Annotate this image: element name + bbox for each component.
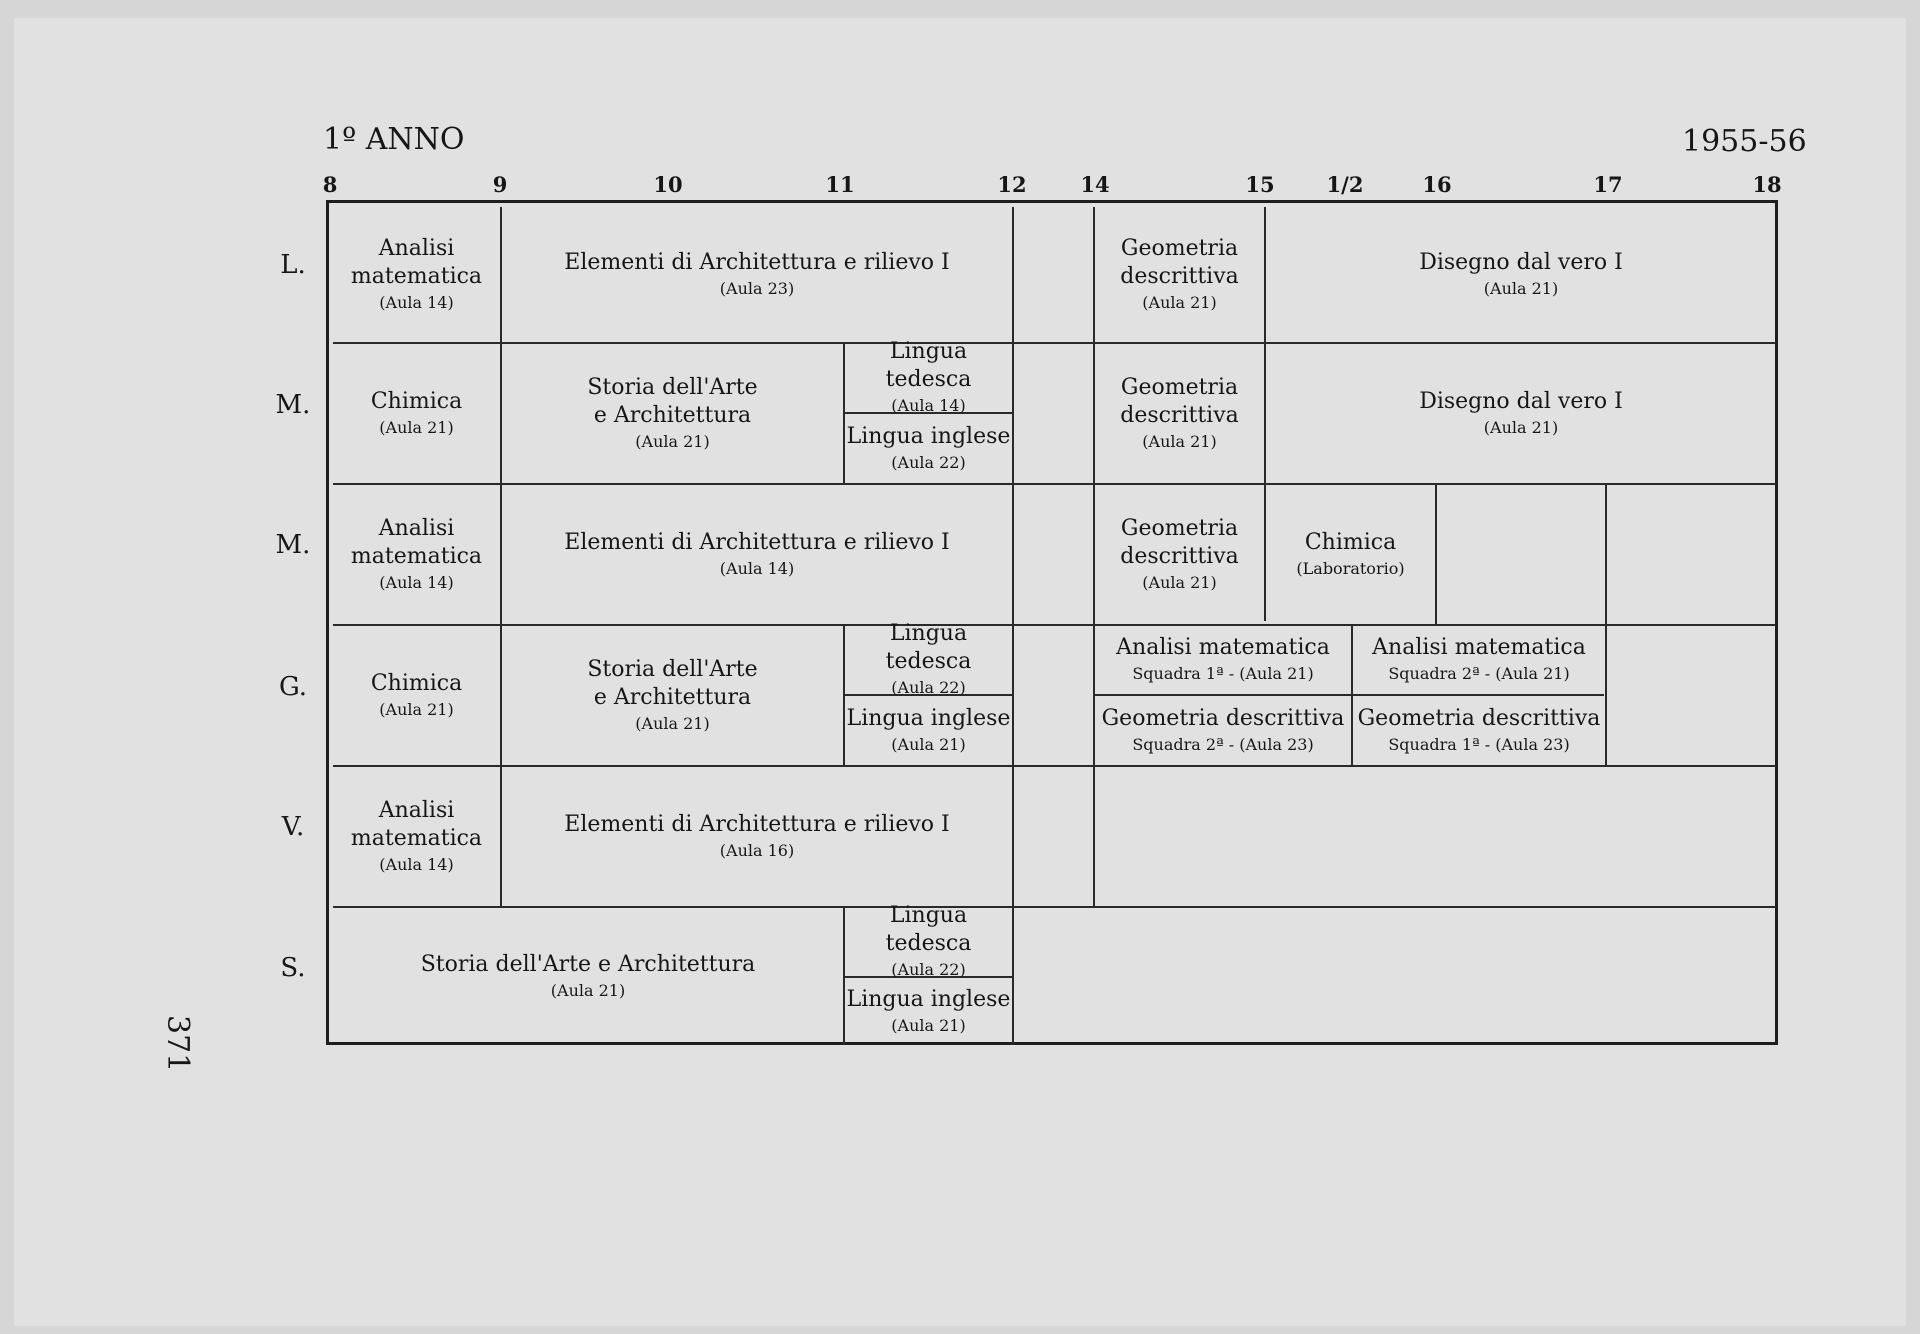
hour-label: 18 <box>1752 172 1782 197</box>
cell-gio-analisi-2 <box>1353 626 1605 694</box>
course-title: Analisi <box>378 515 455 541</box>
col-divider <box>1435 485 1437 625</box>
course-title: descrittiva <box>1120 263 1239 289</box>
course-title: Elementi di Architettura e rilievo I <box>564 249 950 275</box>
hour-label: 17 <box>1593 172 1623 197</box>
room-label: (Laboratorio) <box>1296 558 1405 578</box>
room-label: Squadra 1ª - (Aula 23) <box>1388 734 1570 754</box>
course-title: descrittiva <box>1120 543 1239 569</box>
cell-gio-geometria-2 <box>1353 696 1605 765</box>
cell-lun-elementi <box>502 207 1012 342</box>
cell-gio-chimica <box>333 626 500 765</box>
room-label: (Aula 21) <box>891 1015 966 1035</box>
room-label: Squadra 2ª - (Aula 23) <box>1132 734 1314 754</box>
course-title: matematica <box>350 543 483 569</box>
room-label: (Aula 21) <box>1142 572 1217 592</box>
day-label: M. <box>275 530 311 560</box>
cell-mar-geometria <box>1095 344 1264 483</box>
hour-label: 14 <box>1080 172 1110 197</box>
cell-mar-storia <box>502 344 843 483</box>
col-divider <box>1605 485 1607 765</box>
course-title: Lingua tedesca <box>885 621 972 674</box>
course-title: Storia dell'Arte e Architettura <box>420 951 756 977</box>
cell-sab-inglese <box>845 978 1012 1045</box>
course-title: matematica <box>350 263 483 289</box>
course-title: Elementi di Architettura e rilievo I <box>564 811 950 837</box>
course-title: descrittiva <box>1120 402 1239 428</box>
room-label: (Aula 21) <box>379 417 454 437</box>
room-label: (Aula 14) <box>379 292 454 312</box>
cell-mer-elementi <box>502 485 1012 624</box>
course-title: Chimica <box>370 670 463 696</box>
academic-year: 1955-56 <box>1682 124 1807 159</box>
course-title: Storia dell'Arte <box>587 656 758 682</box>
room-label: (Aula 22) <box>891 452 966 472</box>
cell-gio-tedesco <box>845 621 1012 697</box>
course-title: Analisi <box>378 235 455 261</box>
cell-mar-inglese <box>845 414 1012 483</box>
room-label: Squadra 2ª - (Aula 21) <box>1388 664 1570 683</box>
course-title: Geometria descrittiva <box>1101 705 1345 731</box>
course-title: Lingua inglese <box>846 423 1011 449</box>
hour-label: 9 <box>492 172 508 197</box>
course-title: Analisi <box>378 797 455 823</box>
course-title: Disegno dal vero I <box>1419 388 1623 414</box>
hour-label: 8 <box>322 172 338 197</box>
course-title: Lingua inglese <box>846 705 1011 731</box>
day-label: G. <box>278 672 308 702</box>
room-label: (Aula 14) <box>719 558 795 578</box>
cell-lun-disegno <box>1266 207 1776 342</box>
hour-label: 16 <box>1422 172 1452 197</box>
course-title: Analisi matematica <box>1372 635 1586 660</box>
day-label: M. <box>275 390 311 420</box>
cell-mer-geometria <box>1095 485 1264 624</box>
room-label: (Aula 16) <box>719 840 795 860</box>
room-label: (Aula 21) <box>1483 278 1559 298</box>
room-label: (Aula 14) <box>379 854 454 874</box>
year-label: 1º ANNO <box>323 122 465 157</box>
cell-gio-storia <box>502 626 843 765</box>
cell-lun-analisi <box>333 207 500 342</box>
cell-ven-analisi <box>333 767 500 906</box>
hour-label: 11 <box>825 172 855 197</box>
hour-label: 10 <box>653 172 683 197</box>
cell-gio-inglese <box>845 696 1012 765</box>
room-label: (Aula 21) <box>1483 417 1559 437</box>
cell-sab-storia <box>333 908 843 1045</box>
cell-sab-tedesco <box>845 903 1012 979</box>
course-title: Analisi matematica <box>1116 635 1330 660</box>
course-title: e Architettura <box>593 402 752 428</box>
hour-label: 1/2 <box>1326 172 1364 197</box>
room-label: (Aula 21) <box>550 980 626 1000</box>
cell-gio-geometria-1 <box>1095 696 1351 765</box>
room-label: (Aula 22) <box>891 960 966 979</box>
room-label: (Aula 14) <box>379 572 454 592</box>
cell-lun-geometria <box>1095 207 1264 342</box>
day-label: V. <box>281 812 305 842</box>
course-title: Geometria <box>1120 235 1239 261</box>
course-title: Disegno dal vero I <box>1419 249 1623 275</box>
course-title: Geometria <box>1120 374 1239 400</box>
course-title: Lingua tedesca <box>885 339 972 392</box>
course-title: Geometria descrittiva <box>1357 705 1601 731</box>
course-title: Storia dell'Arte <box>587 374 758 400</box>
room-label: (Aula 14) <box>891 396 966 415</box>
room-label: (Aula 22) <box>891 678 966 697</box>
cell-mer-chimica <box>1266 485 1435 624</box>
course-title: Lingua inglese <box>846 986 1011 1012</box>
room-label: (Aula 21) <box>891 734 966 754</box>
day-label: S. <box>280 953 306 983</box>
course-title: e Architettura <box>593 684 752 710</box>
course-title: Elementi di Architettura e rilievo I <box>564 529 950 555</box>
timetable-grid <box>326 200 1778 1045</box>
cell-gio-analisi-1 <box>1095 626 1351 694</box>
room-label: (Aula 21) <box>635 713 710 733</box>
course-title: Chimica <box>370 388 463 414</box>
day-label: L. <box>280 250 306 280</box>
course-title: Chimica <box>1304 529 1397 555</box>
cell-mar-tedesco <box>845 339 1012 415</box>
course-title: Geometria <box>1120 515 1239 541</box>
room-label: (Aula 21) <box>635 431 710 451</box>
course-title: matematica <box>350 825 483 851</box>
hour-label: 15 <box>1245 172 1275 197</box>
course-title: Lingua tedesca <box>885 903 972 956</box>
cell-ven-elementi <box>502 767 1012 906</box>
room-label: (Aula 23) <box>719 278 795 298</box>
room-label: (Aula 21) <box>1142 292 1217 312</box>
hour-label: 12 <box>997 172 1027 197</box>
cell-mar-disegno <box>1266 344 1776 483</box>
room-label: Squadra 1ª - (Aula 21) <box>1132 664 1314 683</box>
col-divider <box>1012 207 1014 1045</box>
room-label: (Aula 21) <box>1142 431 1217 451</box>
cell-mar-chimica <box>333 344 500 483</box>
page-number: 371 <box>160 1015 195 1073</box>
room-label: (Aula 21) <box>379 699 454 719</box>
cell-mer-analisi <box>333 485 500 624</box>
